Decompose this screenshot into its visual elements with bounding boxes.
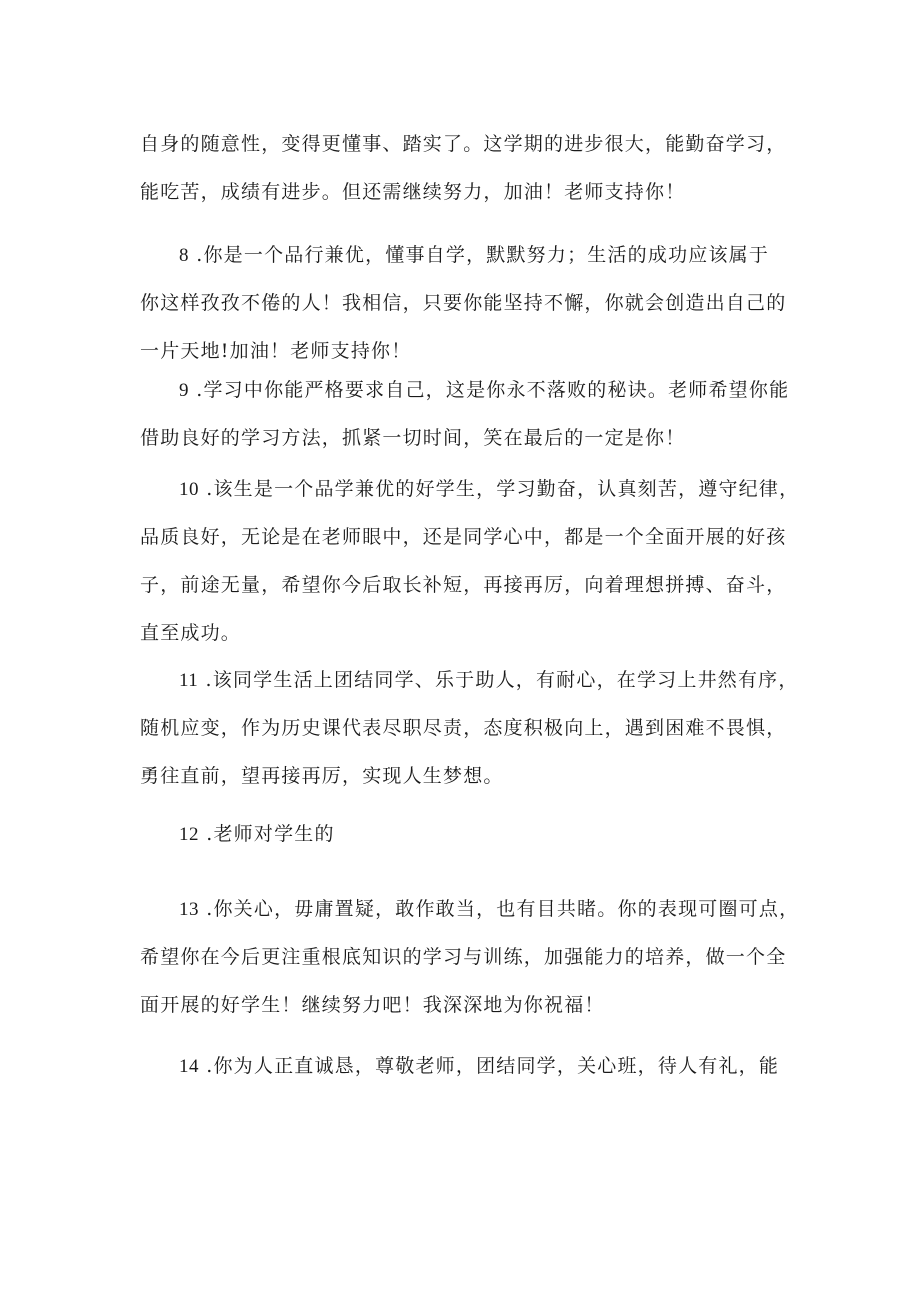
paragraph-12 <box>140 810 800 858</box>
text-line-content: .该同学生活上团结同学、乐于助人，有耐心，在学习上井然有序， <box>198 669 799 691</box>
paragraph-13 <box>140 885 800 1029</box>
paragraph-8 <box>140 231 800 375</box>
paragraph-number: 11 <box>179 670 199 691</box>
paragraph-number: 8 <box>179 245 189 266</box>
paragraph-10 <box>140 465 800 657</box>
paragraph-number: 12 <box>179 824 199 845</box>
paragraph-number: 9 <box>179 380 189 401</box>
text-line <box>140 231 800 279</box>
paragraph-number: 13 <box>179 899 199 920</box>
text-line: 自身的随意性，变得更懂事、踏实了。这学期的进步很大，能勤奋学习， <box>140 133 787 155</box>
text-line-content: .你关心，毋庸置疑，敢作敢当，也有目共睹。你的表现可圈可点， <box>199 898 800 920</box>
text-line <box>140 810 800 858</box>
text-line-content: .你是一个品行兼优，懂事自学，默默努力；生活的成功应该属于 <box>189 244 770 266</box>
text-line <box>140 465 800 513</box>
paragraph-number: 14 <box>179 1056 199 1077</box>
text-line: 一片天地!加油！老师支持你！ <box>140 340 412 362</box>
paragraph-14 <box>140 1042 800 1090</box>
text-line-content: .学习中你能严格要求自己，这是你永不落败的秘诀。老师希望你能 <box>189 379 790 401</box>
text-line: 品质良好，无论是在老师眼中，还是同学心中，都是一个全面开展的好孩 <box>140 526 787 548</box>
text-line: 能吃苦，成绩有进步。但还需继续努力，加油！老师支持你！ <box>140 181 686 203</box>
paragraph-continuation <box>140 120 800 216</box>
paragraph-11 <box>140 656 800 800</box>
text-line <box>140 1042 800 1090</box>
text-line: 借助良好的学习方法，抓紧一切时间，笑在最后的一定是你！ <box>140 427 686 449</box>
text-line <box>140 656 800 704</box>
paragraph-number: 10 <box>179 479 199 500</box>
text-line: 面开展的好学生！继续努力吧！我深深地为你祝福！ <box>140 994 605 1016</box>
paragraph-9 <box>140 366 800 462</box>
text-line: 子，前途无量，希望你今后取长补短，再接再厉，向着理想拼搏、奋斗， <box>140 574 787 596</box>
text-line-content: .你为人正直诚恳，尊敬老师，团结同学，关心班，待人有礼，能 <box>199 1055 780 1077</box>
text-line: 随机应变，作为历史课代表尽职尽责，态度积极向上，遇到困难不畏惧， <box>140 717 787 739</box>
text-line <box>140 885 800 933</box>
text-line: 希望你在今后更注重根底知识的学习与训练，加强能力的培养，做一个全 <box>140 946 787 968</box>
text-line: 你这样孜孜不倦的人！我相信，只要你能坚持不懈，你就会创造出自己的 <box>140 292 787 314</box>
text-line-content: .该生是一个品学兼优的好学生，学习勤奋，认真刻苦，遵守纪律， <box>199 478 800 500</box>
text-line: 直至成功。 <box>140 622 242 644</box>
text-line <box>140 366 800 414</box>
text-line-content: .老师对学生的 <box>199 823 335 845</box>
text-line: 勇往直前，望再接再厉，实现人生梦想。 <box>140 765 504 787</box>
